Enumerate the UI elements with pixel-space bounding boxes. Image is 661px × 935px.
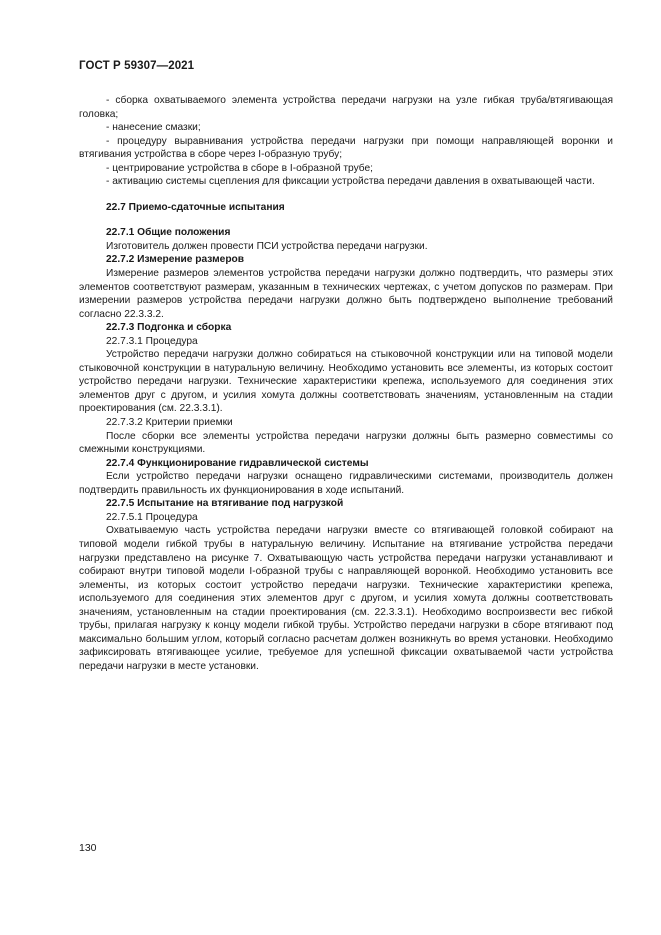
subsection-heading: 22.7.5 Испытание на втягивание под нагрузкой <box>106 498 344 510</box>
list-item: - нанесение смазки; <box>106 122 201 134</box>
paragraph: Если устройство передачи нагрузки оснащено гидравлическими системами, производитель должен подтвердить правильность их функционирования в ходе испытаний. <box>79 471 613 496</box>
list-item: - активацию системы сцепления для фиксации устройства передачи давления в охватывающей части. <box>106 176 595 188</box>
clause-heading: 22.7.3.2 Критерии приемки <box>106 417 233 429</box>
list-item: - сборка охватываемого элемента устройства передачи нагрузки на узле гибкая труба/втягивающая головка; <box>79 95 613 120</box>
subsection-heading: 22.7.1 Общие положения <box>106 227 231 239</box>
paragraph: Охватываемую часть устройства передачи нагрузки вместе со втягивающей головкой собирают на типовой модели гибкой трубы в натуральную величину. Испытание на втягивание устройства передачи нагрузки представлено на рисунке 7. Охватывающую часть устройства передачи нагрузки устанавливают и собирают внутри типовой модели I-образной трубы с направляющей воронкой. Необходимо установить все элементы, из которых состоит устройство передачи нагрузки. Технические характеристики крепежа, используемого для соединения этих элементов друг с другом, и усилия хомута должны соответствовать значениям, установленным на стадии проектирования (см. 22.3.3.1). Необходимо воспроизвести вес гибкой трубы, прилагая нагрузку к концу модели гибкой трубы. Устройство передачи нагрузки в сборе втягивают под максимально большим углом, который согласно расчетам должен возникнуть во время установки. Необходимо зафиксировать втягивающее усилие, требуемое для успешной фиксации охватываемой части устройства передачи нагрузки в месте установки. <box>79 525 613 672</box>
paragraph: Измерение размеров элементов устройства передачи нагрузки должно подтвердить, что размеры этих элементов соответствуют размерам, указанным в технических чертежах, с учетом допусков по размерам. При измерении размеров устройства передачи нагрузки должно быть подтверждено выполнение требований согласно 22.3.3.2. <box>79 268 613 320</box>
paragraph: После сборки все элементы устройства передачи нагрузки должны быть размерно совместимы со смежными конструкциями. <box>79 430 613 456</box>
page-number: 130 <box>79 842 97 854</box>
list-item: - центрирование устройства в сборе в I-образной трубе; <box>106 162 373 174</box>
document-header: ГОСТ Р 59307—2021 <box>79 60 195 72</box>
paragraph: Устройство передачи нагрузки должно собираться на стыковочной конструкции или на типовой модели стыковочной конструкции в натуральную величину. Необходимо установить все элементы, из которых состоит устройство передачи нагрузки. Технические характеристики крепежа, используемого для соединения этих элементов друг с другом, и усилия хомута должны соответствовать значениям, установленным на стадии проектирования (см. 22.3.3.1). <box>79 349 613 415</box>
list-item: - процедуру выравнивания устройства передачи нагрузки при помощи направляющей воронки и втягивания устройства в сборе через I-образную трубу; <box>79 135 613 161</box>
subsection-heading: 22.7.2 Измерение размеров <box>106 254 245 266</box>
subsection-heading: 22.7.4 Функционирование гидравлической системы <box>106 457 369 469</box>
section-heading: 22.7 Приемо-сдаточные испытания <box>106 201 285 213</box>
paragraph: Изготовитель должен провести ПСИ устройства передачи нагрузки. <box>106 240 428 252</box>
clause-heading: 22.7.3.1 Процедура <box>106 335 198 347</box>
subsection-heading: 22.7.3 Подгонка и сборка <box>106 322 232 334</box>
document-body <box>79 94 613 673</box>
clause-heading: 22.7.5.1 Процедура <box>106 511 198 523</box>
